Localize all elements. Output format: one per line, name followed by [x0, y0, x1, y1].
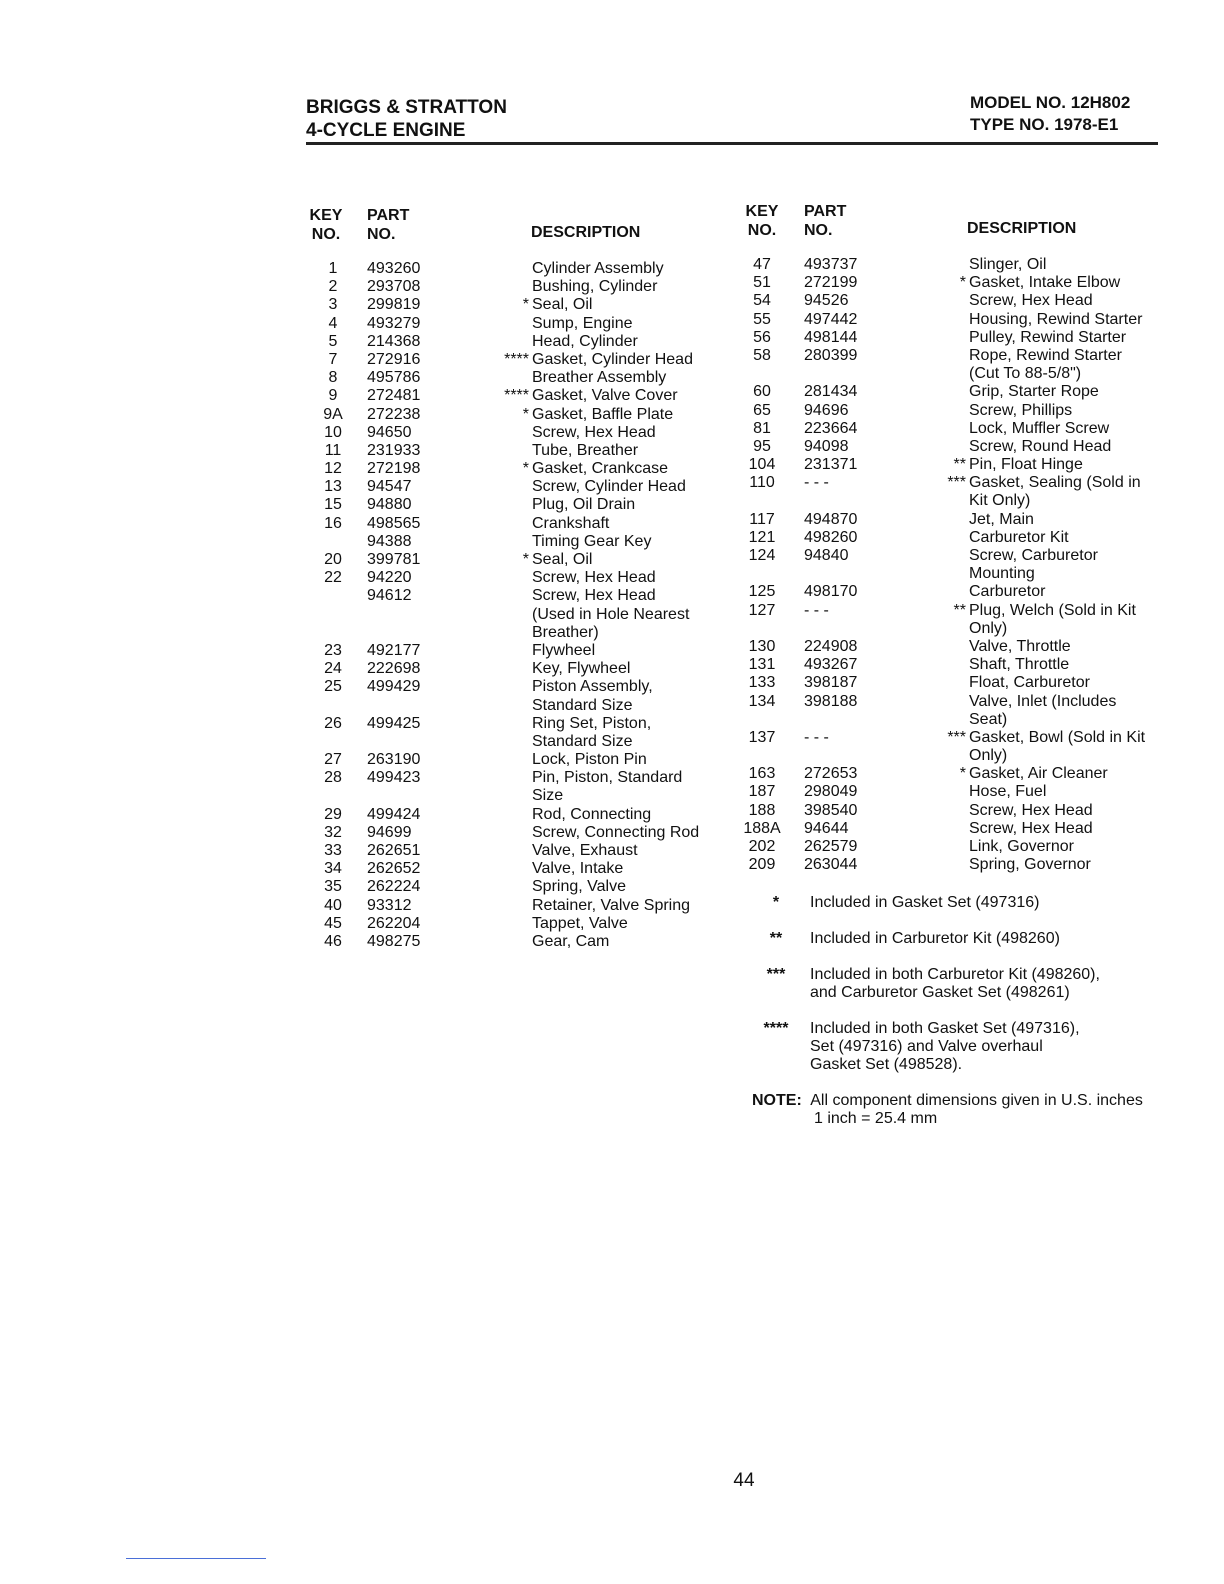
key-number: 25	[324, 678, 342, 696]
description-text: Valve, Intake	[532, 860, 624, 878]
description-text: Valve, Throttle	[969, 637, 1071, 655]
part-number: 272916	[367, 350, 421, 368]
key-number: 9	[328, 387, 338, 405]
footnote-marker: ****	[504, 387, 529, 405]
part-number: 398188	[804, 692, 858, 710]
part-number: 231371	[804, 456, 858, 474]
description-text: Breather Assembly	[532, 369, 667, 387]
part-number: 280399	[804, 346, 858, 364]
key-number: 137	[748, 728, 776, 746]
key-number: 23	[324, 641, 342, 659]
part-number: 398540	[804, 801, 858, 819]
key-number: 1	[328, 260, 338, 277]
part-number: 223664	[804, 419, 858, 437]
footnote-line: Gasket Set (498528).	[810, 1056, 963, 1074]
footnote-line: Included in Gasket Set (497316)	[810, 894, 1040, 911]
note-line-1: All component dimensions given in U.S. inches	[810, 1092, 1143, 1109]
part-number: 498260	[804, 528, 858, 546]
part-number: 262224	[367, 878, 421, 896]
description-text: Gasket, Air Cleaner	[969, 765, 1108, 783]
description-text: Gasket, Crankcase	[532, 460, 669, 478]
key-number: 46	[324, 932, 342, 950]
key-number: 33	[324, 842, 342, 859]
part-no-label: NO.	[804, 222, 833, 239]
footnote-symbol: *	[772, 894, 780, 911]
footnotes	[752, 0, 1212, 1100]
key-number: 10	[324, 423, 342, 441]
key-number: 9A	[323, 405, 343, 423]
dimension-note	[752, 1092, 1143, 1128]
description-text: Hose, Fuel	[969, 783, 1047, 801]
key-number: 34	[324, 860, 342, 878]
part-number: 272481	[367, 387, 421, 405]
type-number: TYPE NO. 1978-E1	[970, 115, 1119, 134]
part-number: 499425	[367, 714, 421, 732]
description-text: Screw, Hex Head	[532, 569, 656, 587]
part-number: 262579	[804, 838, 858, 855]
key-number: 26	[324, 714, 342, 732]
description-text: Screw, Cylinder Head	[532, 478, 686, 496]
description-text: Plug, Welch (Sold in Kit	[969, 601, 1136, 619]
key-number: 7	[328, 350, 338, 368]
key-number: 124	[748, 547, 776, 564]
key-number: 11	[324, 441, 342, 459]
manufacturer-title: BRIGGS & STRATTON	[306, 97, 507, 118]
footnote-marker: *	[522, 405, 529, 423]
table-row	[0, 897, 740, 915]
part-number: 94220	[367, 569, 412, 587]
footnote-marker: ****	[504, 350, 529, 368]
description-text: Seat)	[969, 710, 1008, 728]
description-text: Carburetor Kit	[969, 528, 1069, 546]
note-label: NOTE:	[752, 1092, 802, 1109]
description-text: Ring Set, Piston,	[532, 714, 652, 732]
description-label: DESCRIPTION	[967, 220, 1077, 237]
key-number: 16	[324, 514, 342, 532]
key-number: 27	[324, 751, 342, 769]
key-number: 130	[748, 637, 776, 655]
description-text: Retainer, Valve Spring	[532, 896, 691, 914]
part-number: - - -	[804, 601, 829, 619]
description-text: Bushing, Cylinder	[532, 278, 658, 296]
key-number: 13	[324, 478, 342, 496]
description-text: Spring, Valve	[532, 878, 626, 896]
description-text: Screw, Carburetor	[969, 547, 1098, 564]
description-text: Rope, Rewind Starter	[969, 346, 1122, 364]
part-number: 495786	[367, 369, 421, 387]
part-number: 493267	[804, 656, 858, 674]
description-text: Screw, Hex Head	[532, 423, 656, 441]
description-text: Only)	[969, 747, 1008, 765]
description-text: Standard Size	[532, 732, 633, 750]
part-number: 224908	[804, 637, 858, 655]
footnote-line: Included in both Gasket Set (497316),	[810, 1020, 1080, 1037]
description-text: Screw, Round Head	[969, 437, 1112, 455]
description-text: Screw, Hex Head	[969, 801, 1093, 819]
left-part-header	[367, 206, 409, 244]
key-number: 35	[324, 878, 342, 896]
left-key-header	[306, 206, 346, 244]
description-text: Tube, Breather	[532, 441, 639, 459]
key-number: 133	[748, 674, 776, 692]
key-number: 51	[753, 274, 771, 292]
part-number: 94547	[367, 478, 412, 496]
description-text: Tappet, Valve	[532, 914, 628, 932]
key-number: 104	[748, 456, 776, 474]
description-text: Cylinder Assembly	[532, 260, 664, 277]
part-number: 222698	[367, 660, 421, 678]
part-number: 499424	[367, 805, 421, 823]
key-number: 40	[324, 896, 342, 914]
key-number: 45	[324, 914, 342, 932]
key-number: 3	[328, 296, 338, 314]
key-number: 95	[753, 437, 771, 455]
footnote-text	[810, 930, 1060, 948]
description-text: Rod, Connecting	[532, 805, 652, 823]
footnote-marker: *	[522, 296, 529, 314]
table-row	[0, 915, 740, 933]
footnote-marker: *	[959, 274, 966, 292]
part-number: 231933	[367, 441, 421, 459]
part-number: 94696	[804, 401, 849, 419]
footnote-symbol: ****	[763, 1020, 789, 1037]
part-number: 272238	[367, 405, 421, 423]
key-number: 32	[324, 823, 342, 841]
key-number: 58	[753, 346, 771, 364]
key-number: 28	[324, 769, 342, 787]
key-label: KEY	[309, 207, 343, 224]
description-text: Only)	[969, 619, 1008, 637]
description-text: Head, Cylinder	[532, 332, 638, 350]
key-number: 47	[753, 256, 771, 273]
key-number: 2	[328, 278, 338, 296]
part-label: PART	[804, 203, 847, 220]
part-description	[529, 897, 690, 915]
description-text: Valve, Exhaust	[532, 842, 638, 859]
description-text: Valve, Inlet (Includes	[969, 692, 1117, 710]
key-number: 5	[328, 332, 338, 350]
key-label: KEY	[745, 203, 779, 220]
part-number: 94650	[367, 423, 412, 441]
description-text: Standard Size	[532, 696, 633, 714]
description-text: Seal, Oil	[532, 551, 593, 568]
description-text: (Cut To 88-5/8")	[969, 365, 1082, 383]
part-number: 262204	[367, 914, 421, 932]
footnote-marker: *	[522, 460, 529, 478]
part-number: 497442	[804, 310, 858, 328]
description-text: Screw, Hex Head	[532, 587, 656, 605]
footnote-marker: *	[522, 551, 529, 568]
part-number: 94699	[367, 823, 412, 841]
description-text: Timing Gear Key	[532, 532, 652, 550]
key-number: 117	[749, 510, 775, 528]
description-text: Gasket, Baffle Plate	[532, 405, 674, 423]
part-number: 499429	[367, 678, 421, 696]
description-text: Piston Assembly,	[532, 678, 653, 696]
description-text: Spring, Governor	[969, 856, 1091, 874]
part-number: 493260	[367, 260, 421, 277]
part-number: 398187	[804, 674, 858, 692]
part-number: 272653	[804, 765, 858, 783]
part-number: 298049	[804, 783, 858, 801]
description-text: Jet, Main	[969, 510, 1034, 528]
part-number: 262652	[367, 860, 421, 878]
description-text: Seal, Oil	[532, 296, 593, 314]
description-text: (Used in Hole Nearest	[532, 605, 690, 623]
key-number: 4	[328, 314, 338, 332]
note-line-2: 1 inch = 25.4 mm	[814, 1110, 938, 1128]
footnote-text	[810, 894, 1039, 912]
key-number: 187	[748, 783, 776, 801]
footnote-symbol: ***	[766, 966, 786, 983]
description-text: Kit Only)	[969, 492, 1031, 510]
key-number: 188A	[743, 819, 781, 837]
part-number: 498565	[367, 514, 421, 532]
footnote-marker: ***	[947, 474, 966, 492]
model-number: MODEL NO. 12H802	[970, 93, 1131, 112]
description-text: Plug, Oil Drain	[532, 496, 636, 514]
part-number: 272199	[804, 274, 858, 292]
part-number: 299819	[367, 296, 421, 314]
part-number: 94612	[367, 587, 412, 605]
key-number: 22	[324, 569, 342, 587]
part-description	[529, 878, 626, 896]
header-left	[306, 96, 507, 142]
key-number: 127	[748, 601, 776, 619]
description-text: Float, Carburetor	[969, 674, 1090, 692]
key-number: 55	[753, 310, 771, 328]
description-text: Pin, Piston, Standard	[532, 769, 683, 787]
key-number: 202	[748, 838, 776, 855]
part-description	[529, 933, 609, 951]
description-text: Size	[532, 787, 564, 805]
description-text: Lock, Muffler Screw	[969, 419, 1110, 437]
left-description-header	[531, 223, 640, 242]
key-number: 20	[324, 551, 342, 568]
page-number: 44	[733, 1470, 755, 1491]
part-number: 281434	[804, 383, 858, 401]
key-number: 8	[328, 369, 338, 387]
description-label: DESCRIPTION	[531, 224, 641, 241]
description-text: Screw, Phillips	[969, 401, 1073, 419]
part-number: 94644	[804, 819, 849, 837]
footnote-text	[810, 966, 1100, 1002]
key-number: 24	[324, 660, 342, 678]
key-number: 121	[748, 528, 776, 546]
footnote-line: Included in both Carburetor Kit (498260),	[810, 966, 1100, 983]
footnote-marker: **	[953, 456, 966, 474]
description-text: Gasket, Valve Cover	[532, 387, 678, 405]
part-number: 94526	[804, 292, 849, 310]
footnote-symbol: **	[769, 930, 783, 947]
description-text: Gasket, Bowl (Sold in Kit	[969, 728, 1146, 746]
part-number: 493279	[367, 314, 421, 332]
part-number: 262651	[367, 842, 421, 859]
description-text: Gasket, Cylinder Head	[532, 350, 693, 368]
part-number: 263044	[804, 856, 858, 874]
footnote-line: Set (497316) and Valve overhaul	[810, 1038, 1043, 1056]
part-number: 94880	[367, 496, 412, 514]
key-number: 12	[324, 460, 342, 478]
description-text: Gasket, Sealing (Sold in	[969, 474, 1141, 492]
key-number: 81	[753, 419, 771, 437]
key-number: 131	[748, 656, 776, 674]
part-number: 293708	[367, 278, 421, 296]
table-row	[0, 933, 740, 951]
footer-rule	[126, 1558, 266, 1559]
key-number: 209	[748, 856, 776, 874]
description-text: Grip, Starter Rope	[969, 383, 1099, 401]
part-number: - - -	[804, 728, 829, 746]
description-text: Screw, Hex Head	[969, 819, 1093, 837]
description-text: Sump, Engine	[532, 314, 633, 332]
key-no-label: NO.	[747, 222, 777, 239]
description-text: Pulley, Rewind Starter	[969, 328, 1127, 346]
part-number: 494870	[804, 510, 858, 528]
key-number: 65	[753, 401, 771, 419]
description-text: Mounting	[969, 565, 1035, 583]
part-number: 93312	[367, 896, 412, 914]
part-number: 94388	[367, 532, 412, 550]
description-text: Screw, Connecting Rod	[532, 823, 700, 841]
part-number: 94840	[804, 547, 849, 564]
description-text: Link, Governor	[969, 838, 1074, 855]
description-text: Breather)	[532, 623, 599, 641]
footnote-marker: ***	[947, 728, 966, 746]
part-number: 94098	[804, 437, 849, 455]
key-number: 60	[753, 383, 771, 401]
table-row	[0, 878, 740, 896]
key-number: 163	[748, 765, 776, 783]
part-number: 214368	[367, 332, 421, 350]
key-number: 54	[753, 292, 771, 310]
engine-type-title: 4-CYCLE ENGINE	[306, 120, 466, 141]
part-label: PART	[367, 207, 410, 224]
part-number: 272198	[367, 460, 421, 478]
part-no-label: NO.	[367, 226, 396, 243]
key-number: 56	[753, 328, 771, 346]
footnote-line: Included in Carburetor Kit (498260)	[810, 930, 1060, 947]
key-number: 125	[748, 583, 776, 601]
footnote-marker: *	[959, 765, 966, 783]
description-text: Flywheel	[532, 641, 596, 659]
key-number: 29	[324, 805, 342, 823]
key-number: 15	[324, 496, 342, 514]
key-number: 134	[748, 692, 776, 710]
description-text: Carburetor	[969, 583, 1046, 601]
key-number: 188	[748, 801, 776, 819]
description-text: Lock, Piston Pin	[532, 751, 647, 769]
footnote-line: and Carburetor Gasket Set (498261)	[810, 984, 1070, 1002]
footnote-marker: **	[953, 601, 966, 619]
description-text: Gasket, Intake Elbow	[969, 274, 1121, 292]
description-text: Gear, Cam	[532, 932, 610, 950]
part-number: 493737	[804, 256, 858, 273]
part-number: 492177	[367, 641, 421, 659]
part-number: 263190	[367, 751, 421, 769]
part-description	[529, 915, 628, 933]
description-text: Crankshaft	[532, 514, 610, 532]
part-number: 499423	[367, 769, 421, 787]
part-number: 399781	[367, 551, 421, 568]
part-number: 498275	[367, 932, 421, 950]
description-text: Key, Flywheel	[532, 660, 631, 678]
part-number: 498170	[804, 583, 858, 601]
key-number: 110	[749, 474, 775, 492]
description-text: Pin, Float Hinge	[969, 456, 1083, 474]
footnote-text	[810, 1020, 1080, 1075]
part-number: - - -	[804, 474, 829, 492]
key-no-label: NO.	[311, 226, 341, 243]
description-text: Slinger, Oil	[969, 256, 1047, 273]
description-text: Screw, Hex Head	[969, 292, 1093, 310]
description-text: Housing, Rewind Starter	[969, 310, 1143, 328]
part-number: 498144	[804, 328, 858, 346]
description-text: Shaft, Throttle	[969, 656, 1070, 674]
